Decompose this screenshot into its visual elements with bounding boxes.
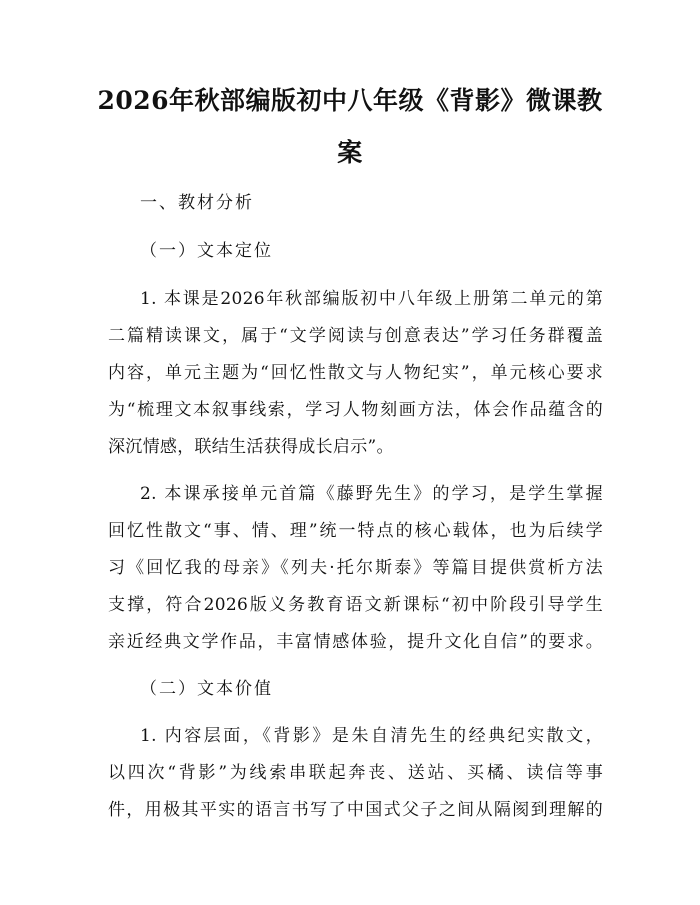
paragraph-3-line-2: 以四次“背影”为线索串联起奔丧、送站、买橘、读信等事 [108, 763, 603, 783]
document-title-line-1: 2026年秋部编版初中八年级《背影》微课教 [97, 86, 603, 115]
paragraph-2-line-5: 亲近经典文学作品，丰富情感体验，提升文化自信”的要求。 [108, 632, 603, 652]
section-heading-teaching-material-analysis: 一、教材分析 [140, 193, 254, 213]
paragraph-3-line-1: 1. 内容层面，《背影》是朱自清先生的经典纪实散文， [140, 726, 603, 746]
paragraph-2-line-3: 习《回忆我的母亲》《列夫·托尔斯泰》等篇目提供赏析方法 [108, 558, 603, 578]
document-title-line-2: 案 [337, 138, 363, 167]
subsection-heading-text-positioning: （一）文本定位 [140, 241, 273, 261]
paragraph-1-line-2: 二篇精读课文，属于“文学阅读与创意表达”学习任务群覆盖 [108, 326, 603, 346]
paragraph-2-line-2: 回忆性散文“事、情、理”统一特点的核心载体，也为后续学 [108, 521, 603, 541]
paragraph-1-line-4: 为“梳理文本叙事线索，学习人物刻画方法，体会作品蕴含的 [108, 400, 603, 420]
paragraph-1-line-3: 内容，单元主题为“回忆性散文与人物纪实”，单元核心要求 [108, 363, 603, 383]
subsection-heading-text-value: （二）文本价值 [140, 679, 273, 699]
paragraph-2-line-1: 2. 本课承接单元首篇《藤野先生》的学习，是学生掌握 [140, 484, 603, 504]
paragraph-1-line-5: 深沉情感，联结生活获得成长启示”。 [108, 437, 394, 457]
paragraph-2-line-4: 支撑，符合2026版义务教育语文新课标“初中阶段引导学生 [108, 595, 603, 615]
paragraph-1-line-1: 1. 本课是2026年秋部编版初中八年级上册第二单元的第 [140, 289, 603, 309]
paragraph-3-line-3: 件，用极其平实的语言书写了中国式父子之间从隔阂到理解的 [108, 800, 603, 820]
